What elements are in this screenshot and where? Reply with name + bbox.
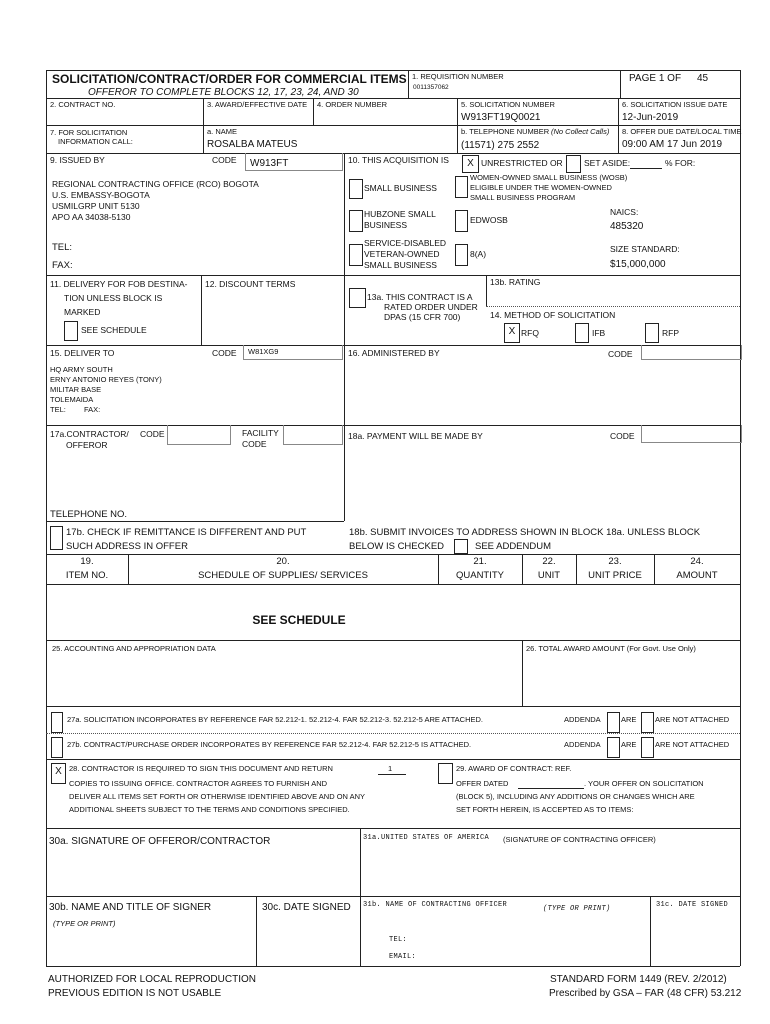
hubzone-line-1: HUBZONE SMALL — [364, 209, 436, 219]
order-number-label: 4. ORDER NUMBER — [317, 100, 388, 109]
footer-previous-edition: PREVIOUS EDITION IS NOT USABLE — [48, 988, 222, 999]
ifb-label: IFB — [592, 328, 606, 338]
remittance-line-1: 17b. CHECK IF REMITTANCE IS DIFFERENT AND PUT — [66, 527, 307, 538]
form-title: SOLICITATION/CONTRACT/ORDER FOR COMMERCIAL ITEMS — [52, 72, 407, 86]
sdvosb-line-3: SMALL BUSINESS — [364, 260, 437, 270]
31b-tel-label: TEL: — [389, 936, 408, 944]
form-subtitle: OFFEROR TO COMPLETE BLOCKS 12, 17, 23, 24, AND 30 — [88, 87, 359, 98]
29-line-3: (BLOCK 5), INCLUDING ANY ADDITIONS OR CHANGES WHICH ARE — [456, 792, 695, 801]
see-addendum-checkbox[interactable] — [454, 539, 468, 554]
hubzone-line-2: BUSINESS — [364, 220, 407, 230]
31a-signature-note: (SIGNATURE OF CONTRACTING OFFICER) — [503, 835, 656, 844]
30c-label: 30c. DATE SIGNED — [262, 902, 351, 913]
footer-form-number: STANDARD FORM 1449 (REV. 2/2012) — [550, 974, 727, 985]
offer-due-value: 09:00 AM 17 Jun 2019 — [622, 139, 723, 150]
set-aside-label: SET ASIDE: — [584, 158, 631, 168]
issuer-line-4: APO AA 34038-5130 — [52, 212, 131, 222]
issuer-fax-label: FAX: — [52, 260, 73, 271]
27b-are-label: ARE — [621, 740, 637, 749]
requisition-value: 0011357062 — [413, 84, 449, 91]
27b-checkbox[interactable] — [51, 737, 63, 758]
eight-a-checkbox[interactable] — [455, 244, 468, 266]
edwosb-checkbox[interactable] — [455, 210, 468, 232]
col-supplies-num: 20. — [276, 556, 290, 567]
issuer-tel-label: TEL: — [52, 242, 73, 253]
issuer-line-3: USMILGRP UNIT 5130 — [52, 201, 140, 211]
unrestricted-checkbox[interactable]: X — [462, 155, 479, 173]
payment-by-label: 18a. PAYMENT WILL BE MADE BY — [348, 431, 483, 441]
sdvosb-line-2: VETERAN-OWNED — [364, 249, 440, 259]
col-amount-num: 24. — [690, 556, 704, 567]
deliver-fax-label: FAX: — [84, 405, 101, 414]
administered-by-label: 16. ADMINISTERED BY — [348, 348, 440, 358]
contact-name-value: ROSALBA MATEUS — [207, 139, 298, 150]
31b-label: 31b. NAME OF CONTRACTING OFFICER — [363, 901, 508, 909]
29-offer-dated: OFFER DATED — [456, 779, 509, 788]
rfq-label: RFQ — [521, 328, 539, 338]
eight-a-label: 8(A) — [470, 249, 487, 259]
discount-terms-label: 12. DISCOUNT TERMS — [205, 279, 296, 289]
31c-label: 31c. DATE SIGNED — [656, 901, 729, 909]
fob-line-1: 11. DELIVERY FOR FOB DESTINA- — [50, 279, 188, 289]
deliver-line-1: HQ ARMY SOUTH — [50, 365, 113, 374]
issued-by-label: 9. ISSUED BY — [50, 155, 105, 165]
accounting-data-label: 25. ACCOUNTING AND APPROPRIATION DATA — [52, 644, 216, 653]
facility-code-field[interactable] — [283, 425, 343, 445]
rated-order-line-1: 13a. THIS CONTRACT IS A — [367, 292, 473, 302]
27b-text: 27b. CONTRACT/PURCHASE ORDER INCORPORATES BY REFERENCE FAR 52.212-4. FAR 52.212-5 IS ATTACHED. — [67, 740, 472, 749]
issuer-line-1: REGIONAL CONTRACTING OFFICE (RCO) BOGOTA — [52, 179, 259, 189]
wosb-line-2: ELIGIBLE UNDER THE WOMEN-OWNED — [470, 183, 612, 192]
page-label: PAGE 1 OF — [629, 73, 682, 84]
rfp-checkbox[interactable] — [645, 323, 659, 343]
size-standard-label: SIZE STANDARD: — [610, 244, 680, 254]
set-aside-checkbox[interactable] — [566, 155, 581, 173]
issue-date-label: 6. SOLICITATION ISSUE DATE — [622, 100, 728, 109]
unrestricted-label: UNRESTRICTED OR — [481, 158, 563, 168]
percent-for-label: % FOR: — [665, 158, 696, 168]
award-date-label: 3. AWARD/EFFECTIVE DATE — [207, 100, 308, 109]
solicitation-number-label: 5. SOLICITATION NUMBER — [461, 100, 555, 109]
28-line-4: ADDITIONAL SHEETS SUBJECT TO THE TERMS AND CONDITIONS SPECIFIED. — [69, 805, 350, 814]
29-line-1: 29. AWARD OF CONTRACT: REF. — [456, 764, 572, 773]
deliver-tel-label: TEL: — [50, 405, 66, 414]
col-quantity-label: QUANTITY — [455, 570, 505, 581]
sdvosb-checkbox[interactable] — [349, 244, 363, 266]
col-supplies-label: SCHEDULE OF SUPPLIES/ SERVICES — [198, 570, 368, 581]
27a-are-not-label: ARE NOT ATTACHED — [655, 715, 730, 724]
27b-are-not-checkbox[interactable] — [641, 737, 654, 758]
hubzone-checkbox[interactable] — [349, 210, 363, 232]
27a-are-label: ARE — [621, 715, 637, 724]
col-quantity-num: 21. — [473, 556, 487, 567]
wosb-line-3: SMALL BUSINESS PROGRAM — [470, 193, 576, 202]
27a-are-checkbox[interactable] — [607, 712, 620, 733]
naics-label: NAICS: — [610, 207, 639, 217]
method-of-solicitation-label: 14. METHOD OF SOLICITATION — [490, 310, 616, 320]
acquisition-label: 10. THIS ACQUISITION IS — [348, 155, 449, 165]
contractor-label-line2: OFFEROR — [66, 440, 108, 450]
29-your-offer: . YOUR OFFER ON SOLICITATION — [584, 779, 704, 788]
28-line-1: 28. CONTRACTOR IS REQUIRED TO SIGN THIS DOCUMENT AND RETURN — [69, 764, 333, 773]
requisition-label: 1. REQUISITION NUMBER — [412, 72, 504, 81]
30b-label: 30b. NAME AND TITLE OF SIGNER — [49, 902, 212, 913]
remittance-different-checkbox[interactable] — [50, 526, 63, 550]
ifb-checkbox[interactable] — [575, 323, 589, 343]
rfp-label: RFP — [662, 328, 679, 338]
submit-invoices-line-2: BELOW IS CHECKED — [349, 541, 445, 552]
27a-addenda-label: ADDENDA — [564, 715, 601, 724]
telephone-no-label: TELEPHONE NO. — [50, 509, 128, 520]
deliver-line-2: ERNY ANTONIO REYES (TONY) — [50, 375, 162, 384]
col-unit-num: 22. — [542, 556, 556, 567]
27a-checkbox[interactable] — [51, 712, 63, 733]
col-item-no-label: ITEM NO. — [65, 570, 109, 581]
facility-code-label: FACILITY — [242, 428, 279, 438]
small-business-checkbox[interactable] — [349, 179, 363, 199]
27a-are-not-checkbox[interactable] — [641, 712, 654, 733]
31b-type-or-print: (TYPE OR PRINT) — [543, 905, 611, 913]
fob-line-2: TION UNLESS BLOCK IS — [64, 293, 163, 303]
remittance-line-2: SUCH ADDRESS IN OFFER — [66, 541, 188, 552]
29-checkbox[interactable] — [438, 763, 453, 784]
col-unit-label: UNIT — [537, 570, 561, 581]
offer-due-label: 8. OFFER DUE DATE/LOCAL TIME — [622, 127, 742, 136]
block7-label-line2: INFORMATION CALL: — [58, 137, 133, 146]
see-schedule-body: SEE SCHEDULE — [252, 613, 346, 627]
footer-prescribed-by: Prescribed by GSA – FAR (48 CFR) 53.212 — [549, 988, 742, 999]
issued-by-code-value: W913FT — [250, 158, 289, 169]
30b-type-or-print: (TYPE OR PRINT) — [53, 919, 116, 928]
28-copies-value: 1 — [388, 764, 393, 773]
27b-are-not-label: ARE NOT ATTACHED — [655, 740, 730, 749]
contract-no-label: 2. CONTRACT NO. — [50, 100, 116, 109]
deliver-to-code-label: CODE — [212, 348, 237, 358]
27b-are-checkbox[interactable] — [607, 737, 620, 758]
col-unit-price-num: 23. — [608, 556, 622, 567]
see-addendum-label: SEE ADDENDUM — [475, 541, 552, 552]
rated-order-line-2: RATED ORDER UNDER — [384, 302, 478, 312]
edwosb-label: EDWOSB — [470, 215, 508, 225]
27b-addenda-label: ADDENDA — [564, 740, 601, 749]
sdvosb-line-1: SERVICE-DISABLED — [364, 238, 447, 248]
contractor-label: 17a.CONTRACTOR/ — [50, 429, 129, 439]
facility-code-label-line2: CODE — [242, 439, 267, 449]
page-total: 45 — [697, 73, 709, 84]
contractor-code-field[interactable] — [167, 425, 231, 445]
col-item-no-num: 19. — [80, 556, 94, 567]
deliver-to-code-value: W81XG9 — [248, 347, 279, 356]
solicitation-number-value: W913FT19Q0021 — [461, 112, 541, 123]
wosb-checkbox[interactable] — [455, 176, 468, 198]
28-line-3: DELIVER ALL ITEMS SET FORTH OR OTHERWISE IDENTIFIED ABOVE AND ON ANY — [69, 792, 366, 801]
30a-label: 30a. SIGNATURE OF OFFEROR/CONTRACTOR — [49, 836, 271, 847]
deliver-line-3: MILITAR BASE — [50, 385, 102, 394]
small-business-label: SMALL BUSINESS — [364, 183, 437, 193]
28-line-2: COPIES TO ISSUING OFFICE. CONTRACTOR AGREES TO FURNISH AND — [69, 779, 328, 788]
administered-by-code-label: CODE — [608, 349, 633, 359]
wosb-line-1: WOMEN-OWNED SMALL BUSINESS (WOSB) — [470, 173, 628, 182]
31b-email-label: EMAIL: — [389, 953, 417, 961]
31a-label: 31a.UNITED STATES OF AMERICA — [363, 834, 490, 842]
issuer-line-2: U.S. EMBASSY-BOGOTA — [52, 190, 150, 200]
col-unit-price-label: UNIT PRICE — [588, 570, 642, 581]
rated-order-checkbox[interactable] — [349, 288, 366, 308]
deliver-line-4: TOLEMAIDA — [50, 395, 94, 404]
issued-by-code-label: CODE — [212, 155, 237, 165]
block7-label: 7. FOR SOLICITATION — [50, 128, 128, 137]
payment-code-field[interactable] — [641, 425, 742, 443]
set-aside-percent-line — [630, 168, 662, 169]
telephone-value: (11571) 275 2552 — [461, 140, 540, 151]
rating-label: 13b. RATING — [490, 277, 541, 287]
administered-by-code-field — [641, 345, 742, 360]
fob-line-3: MARKED — [64, 307, 101, 317]
payment-code-label: CODE — [610, 431, 635, 441]
fob-see-schedule-checkbox[interactable] — [64, 321, 78, 341]
28-checkbox[interactable]: X — [51, 763, 66, 784]
naics-value: 485320 — [610, 221, 644, 232]
submit-invoices-line-1: 18b. SUBMIT INVOICES TO ADDRESS SHOWN IN BLOCK 18a. UNLESS BLOCK — [349, 527, 701, 538]
name-label: a. NAME — [207, 127, 238, 136]
contractor-code-label: CODE — [140, 429, 165, 439]
issue-date-value: 12-Jun-2019 — [622, 112, 679, 123]
total-award-amount-label: 26. TOTAL AWARD AMOUNT (For Govt. Use Only) — [526, 644, 696, 653]
rated-order-line-3: DPAS (15 CFR 700) — [384, 312, 461, 322]
size-standard-value: $15,000,000 — [610, 259, 666, 270]
rfq-checkbox[interactable]: X — [504, 323, 520, 343]
footer-authorized: AUTHORIZED FOR LOCAL REPRODUCTION — [48, 974, 256, 985]
telephone-label: b. TELEPHONE NUMBER — [461, 127, 550, 136]
29-line-4: SET FORTH HEREIN, IS ACCEPTED AS TO ITEMS: — [456, 805, 634, 814]
no-collect-calls-note: (No Collect Calls) — [551, 127, 610, 136]
fob-see-schedule-label: SEE SCHEDULE — [81, 325, 147, 335]
27a-text: 27a. SOLICITATION INCORPORATES BY REFERENCE FAR 52.212-1. 52.212-4. FAR 52.212-3. 52.212-5 ARE ATTACHED. — [67, 715, 483, 724]
deliver-to-label: 15. DELIVER TO — [50, 348, 115, 358]
col-amount-label: AMOUNT — [676, 570, 718, 581]
